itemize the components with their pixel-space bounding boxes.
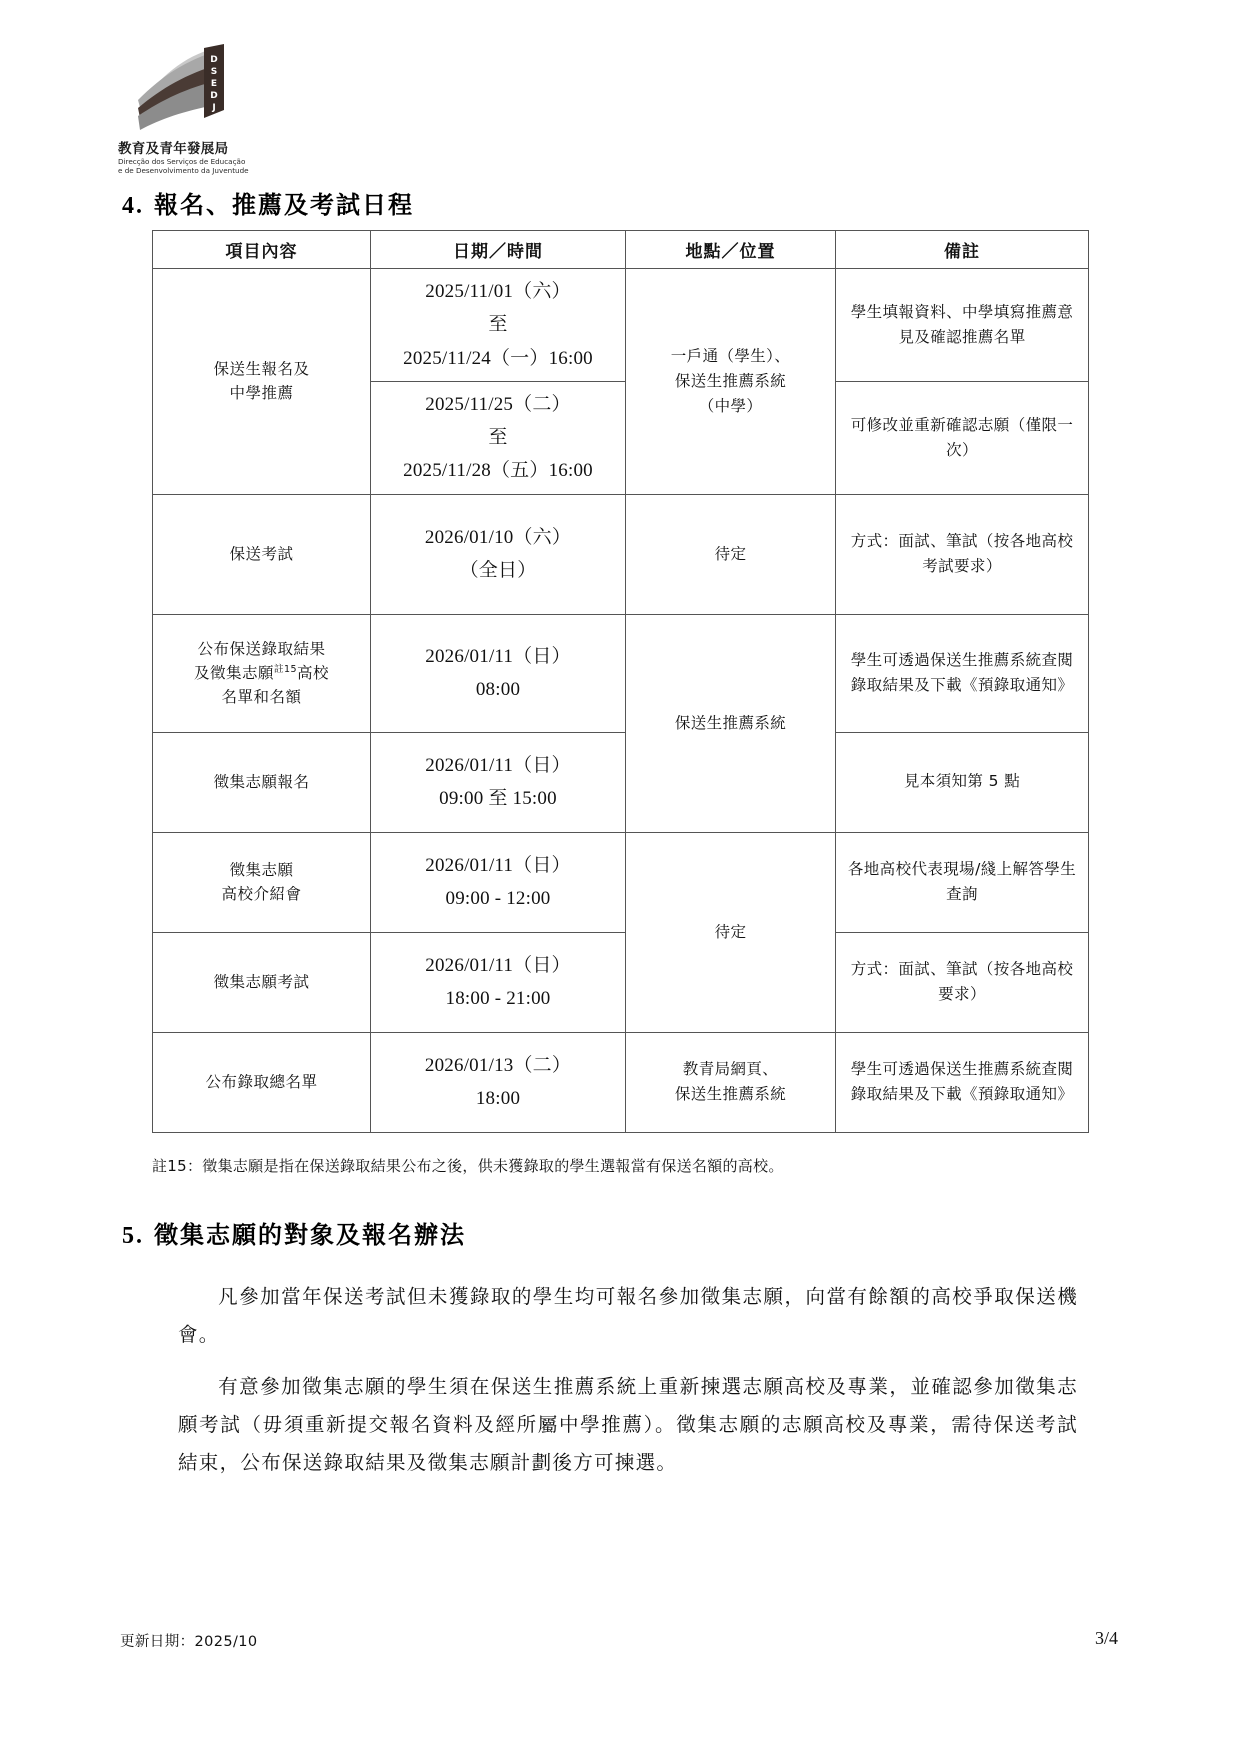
row1-item-line2: 中學推薦 <box>229 384 294 403</box>
table-row <box>153 732 1089 832</box>
row1a-date-line1: 2025/11/01（六） <box>425 281 571 302</box>
row7-place-line1: 教青局網頁、 <box>682 1060 779 1079</box>
row1-place-line2: 保送生推薦系統 <box>674 371 787 390</box>
footer-update-date: 更新日期：2025/10 <box>120 1634 258 1650</box>
row1b-date-line3: 2025/11/28（五）16:00 <box>403 460 593 482</box>
footnote-15: 註15：徵集志願是指在保送錄取結果公布之後，供未獲錄取的學生選報當有保送名額的高校。 <box>152 1157 784 1175</box>
row4-remark: 見本須知第 5 點 <box>836 732 1089 832</box>
row1a-remark: 學生填報資料、中學填寫推薦意見及確認推薦名單 <box>836 269 1089 382</box>
footnote-ref-15: 註15 <box>273 663 298 675</box>
schedule-table <box>152 230 1089 1133</box>
row1b-date-line1: 2025/11/25（二） <box>425 393 571 415</box>
dsedj-logo-mark <box>126 42 234 134</box>
row7-date-line1: 2026/01/13（二） <box>424 1054 572 1076</box>
row5-item-line1: 徵集志願 <box>229 860 294 879</box>
row2-place: 待定 <box>626 494 836 614</box>
row7-date-line2: 18:00 <box>475 1088 521 1109</box>
logo-graphic <box>126 42 234 134</box>
row3-date-line2: 08:00 <box>475 679 521 700</box>
paragraph-2 <box>178 1368 1078 1482</box>
row6-item: 徵集志願考試 <box>153 932 371 1032</box>
row5-item-line2: 高校介紹會 <box>221 885 302 903</box>
row2-date <box>371 494 626 614</box>
row1a-date-line2: 至 <box>488 314 508 336</box>
logo-name-pt-line2: e de Desenvolvimento da Juventude <box>118 166 249 175</box>
table-row <box>153 494 1089 614</box>
row1b-date-line2: 至 <box>488 427 508 448</box>
row3-item-line2 <box>161 661 362 685</box>
table-row <box>153 932 1089 1032</box>
row5-date-line2: 09:00 - 12:00 <box>445 888 551 909</box>
row3-item-line3: 名單和名額 <box>221 688 302 706</box>
svg-text:S: S <box>210 67 218 77</box>
section-5-title: 徵集志願的對象及報名辦法 <box>154 1221 466 1249</box>
paragraph-2-text: 有意參加徵集志願的學生須在保送生推薦系統上重新揀選志願高校及專業，並確認參加徵集志願考試（毋須重新提交報名資料及經所屬中學推薦）。徵集志願的志願高校及專業，需待保送考試結束，公布保送錄取結果及徵集志願計劃後方可揀選。 <box>178 1374 1078 1474</box>
paragraph-1-text: 凡參加當年保送考試但未獲錄取的學生均可報名參加徵集志願，向當有餘額的高校爭取保送機會。 <box>178 1284 1078 1346</box>
row6-date-line1: 2026/01/11（日） <box>425 954 571 976</box>
table-row <box>153 1032 1089 1132</box>
row5-date <box>371 832 626 932</box>
row7-date <box>371 1032 626 1132</box>
row7-place-line2: 保送生推薦系統 <box>674 1085 787 1103</box>
row2-date-line2: （全日） <box>459 560 537 581</box>
svg-text:E: E <box>210 79 218 89</box>
row3-remark: 學生可透過保送生推薦系統查閱錄取結果及下載《預錄取通知》 <box>836 614 1089 732</box>
row4-item: 徵集志願報名 <box>153 732 371 832</box>
row7-item: 公布錄取總名單 <box>153 1032 371 1132</box>
row1-place-line1: 一戶通（學生）、 <box>670 347 791 366</box>
row5-date-line1: 2026/01/11（日） <box>425 854 571 876</box>
row6-date-line2: 18:00 - 21:00 <box>445 988 551 1009</box>
header-place: 地點／位置 <box>626 231 836 269</box>
row6-remark: 方式：面試、筆試（按各地高校要求） <box>836 932 1089 1032</box>
row1-place <box>626 269 836 495</box>
header-remark: 備註 <box>836 231 1089 269</box>
row5-place: 待定 <box>626 832 836 1032</box>
row1-item-line1: 保送生報名及 <box>213 360 310 379</box>
row2-remark: 方式：面試、筆試（按各地高校考試要求） <box>836 494 1089 614</box>
paragraph-1 <box>178 1278 1078 1354</box>
row1b-date <box>371 381 626 494</box>
section-5-number: 5. <box>122 1223 144 1249</box>
row1a-date-line3: 2025/11/24（一）16:00 <box>403 347 593 369</box>
row1b-remark: 可修改並重新確認志願（僅限一次） <box>836 381 1089 494</box>
footer-page-number: 3/4 <box>1094 1628 1118 1648</box>
row4-date-line1: 2026/01/11（日） <box>425 754 571 776</box>
row5-remark: 各地高校代表現場/綫上解答學生查詢 <box>836 832 1089 932</box>
row1a-date <box>371 269 626 382</box>
row3-item-line2-post: 高校 <box>297 663 330 682</box>
svg-text:D: D <box>210 91 218 101</box>
row3-item-line1: 公布保送錄取結果 <box>197 639 326 658</box>
section-4-number: 4. <box>122 193 144 219</box>
section-heading-5 <box>122 1215 466 1250</box>
row7-remark: 學生可透過保送生推薦系統查閱錄取結果及下載《預錄取通知》 <box>836 1032 1089 1132</box>
logo-name-chinese: 教育及青年發展局 <box>118 141 229 157</box>
row7-place <box>626 1032 836 1132</box>
section-4-title: 報名、推薦及考試日程 <box>154 191 414 219</box>
section-heading-4 <box>122 185 414 220</box>
row1-place-line3: （中學） <box>698 396 763 415</box>
svg-text:D: D <box>210 55 218 65</box>
row4-date-line2: 09:00 至 15:00 <box>439 788 557 809</box>
header-item: 項目內容 <box>153 231 371 269</box>
organization-logo <box>118 42 318 175</box>
table-header-row <box>153 231 1089 269</box>
row3-date-line1: 2026/01/11（日） <box>425 645 571 667</box>
row3-item-line2-pre: 及徵集志願 <box>193 663 274 682</box>
table-row <box>153 614 1089 732</box>
table-row <box>153 832 1089 932</box>
row3-item <box>153 614 371 732</box>
row2-item: 保送考試 <box>153 494 371 614</box>
row6-date <box>371 932 626 1032</box>
row4-date <box>371 732 626 832</box>
logo-name-pt-line1: Direcção dos Serviços de Educação <box>118 157 246 166</box>
row3-date <box>371 614 626 732</box>
row5-item <box>153 832 371 932</box>
svg-text:J: J <box>212 103 216 113</box>
row3-place: 保送生推薦系統 <box>626 614 836 832</box>
row1-item <box>153 269 371 495</box>
logo-name-portuguese <box>118 157 268 175</box>
table-row <box>153 269 1089 382</box>
row2-date-line1: 2026/01/10（六） <box>424 526 572 548</box>
header-date: 日期／時間 <box>371 231 626 269</box>
